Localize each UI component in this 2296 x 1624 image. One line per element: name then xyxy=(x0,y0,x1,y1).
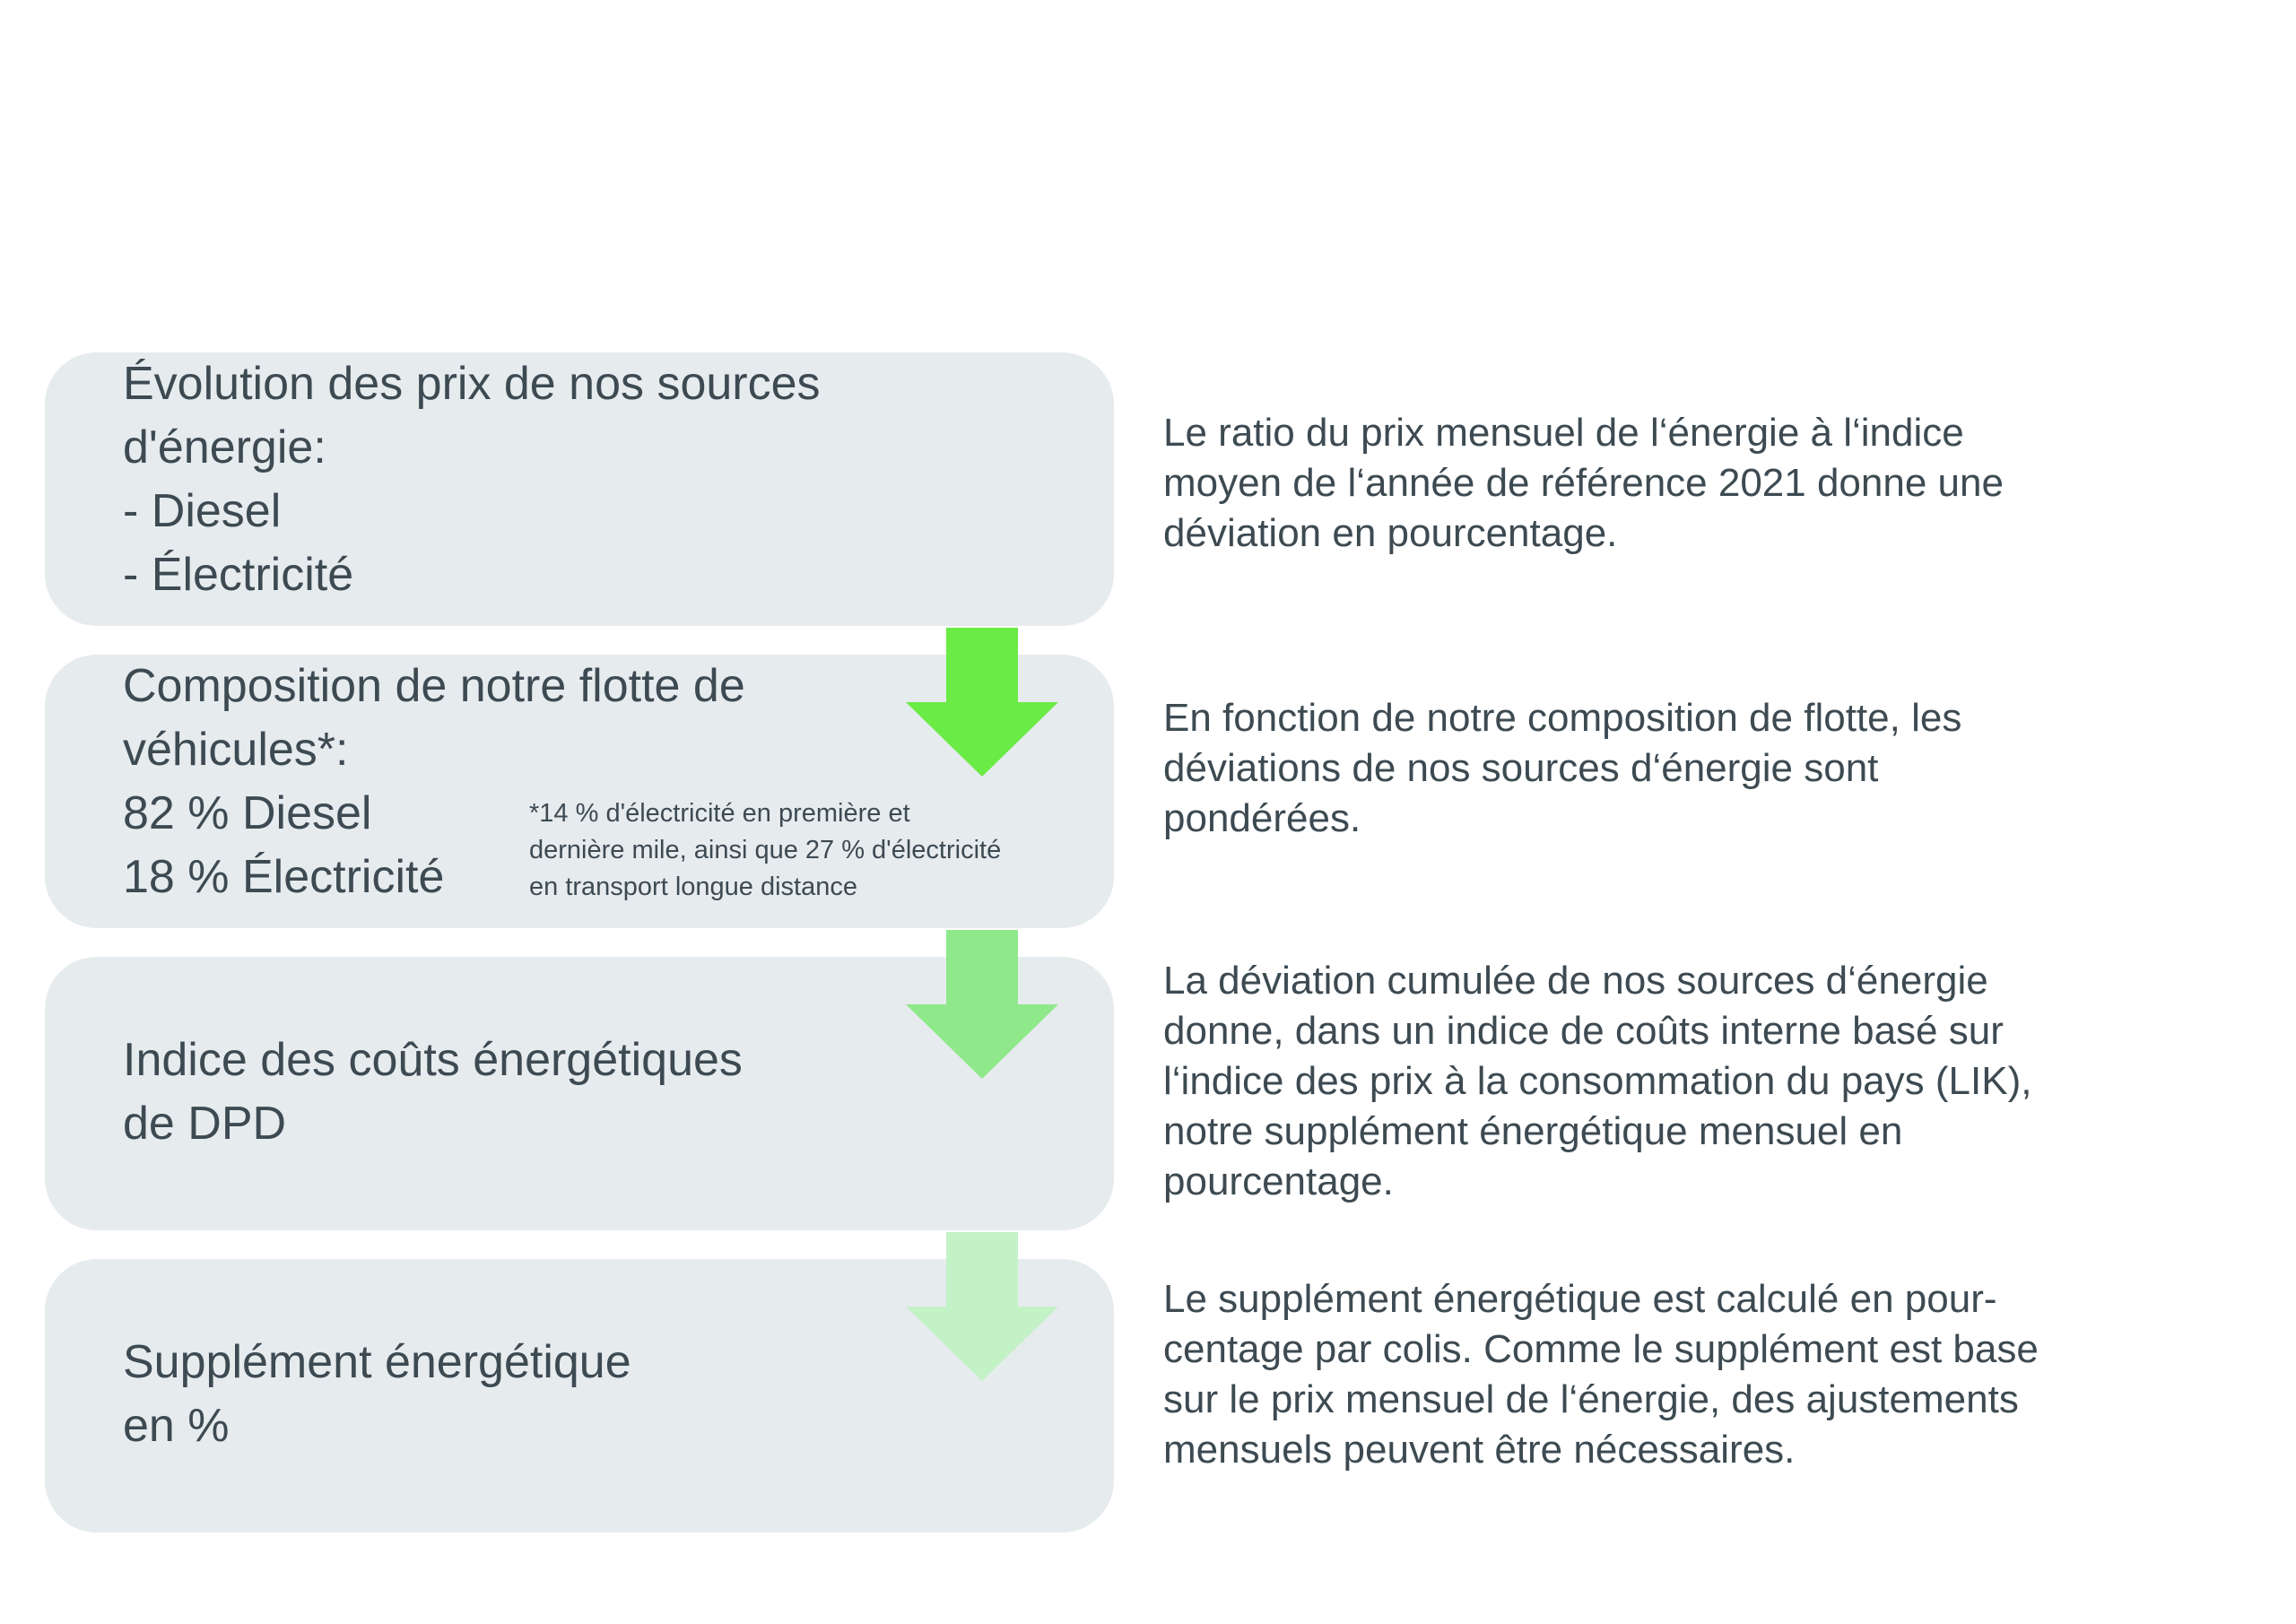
description-fleet-composition xyxy=(1163,693,2257,844)
step-line: véhicules*: xyxy=(123,724,349,776)
step-text xyxy=(123,352,821,607)
description-line: moyen de l‘année de référence 2021 donne une xyxy=(1163,461,2004,505)
footnote-line: *14 % d'électricité en première et xyxy=(529,799,910,828)
footnote-line: en transport longue distance xyxy=(529,873,857,901)
step-line: Supplément énergétique xyxy=(123,1336,631,1388)
arrow-down-icon xyxy=(906,930,1058,1079)
step-line: - Diesel xyxy=(123,485,282,537)
arrow-down-icon xyxy=(906,1232,1058,1381)
description-line: déviations de nos sources d‘énergie sont xyxy=(1163,746,1879,790)
description-line: pondérées. xyxy=(1163,796,1361,840)
description-line: Le ratio du prix mensuel de l‘énergie à l‘indice xyxy=(1163,411,1964,455)
step-text xyxy=(123,1029,743,1156)
description-energy-surcharge xyxy=(1163,1274,2257,1475)
description-line: donne, dans un indice de coûts interne basé sur xyxy=(1163,1009,2004,1053)
fleet-footnote xyxy=(529,795,1001,906)
step-line: Évolution des prix de nos sources xyxy=(123,358,821,410)
description-energy-cost-index xyxy=(1163,956,2257,1207)
description-line: mensuels peuvent être nécessaires. xyxy=(1163,1428,1796,1472)
arrow-shape xyxy=(906,628,1058,777)
step-line: Composition de notre flotte de xyxy=(123,660,745,712)
description-line: notre supplément énergétique mensuel en xyxy=(1163,1109,1903,1153)
step-line: d'énergie: xyxy=(123,421,326,473)
description-line: sur le prix mensuel de l‘énergie, des ajustements xyxy=(1163,1377,2019,1421)
footnote-line: dernière mile, ainsi que 27 % d'électricité xyxy=(529,836,1002,864)
step-line: Indice des coûts énergétiques xyxy=(123,1034,743,1086)
description-line: La déviation cumulée de nos sources d‘énergie xyxy=(1163,959,1988,1003)
step-text xyxy=(123,1331,631,1458)
description-line: pourcentage. xyxy=(1163,1159,1394,1203)
description-line: En fonction de notre composition de flotte, les xyxy=(1163,696,1962,740)
arrow-shape xyxy=(906,1232,1058,1381)
description-line: Le supplément énergétique est calculé en pour- xyxy=(1163,1277,1997,1321)
step-line: en % xyxy=(123,1400,230,1452)
step-line: - Électricité xyxy=(123,549,354,601)
step-box-energy-prices xyxy=(45,352,1114,626)
description-line: l‘indice des prix à la consommation du pays (LIK), xyxy=(1163,1059,2032,1103)
description-line: déviation en pourcentage. xyxy=(1163,511,1618,555)
step-line: 18 % Électricité xyxy=(123,851,445,903)
step-line: de DPD xyxy=(123,1098,287,1150)
step-line: 82 % Diesel xyxy=(123,787,372,839)
description-line: centage par colis. Comme le supplément est base xyxy=(1163,1327,2039,1371)
arrow-shape xyxy=(906,930,1058,1079)
description-energy-prices xyxy=(1163,408,2257,559)
arrow-down-icon xyxy=(906,628,1058,777)
